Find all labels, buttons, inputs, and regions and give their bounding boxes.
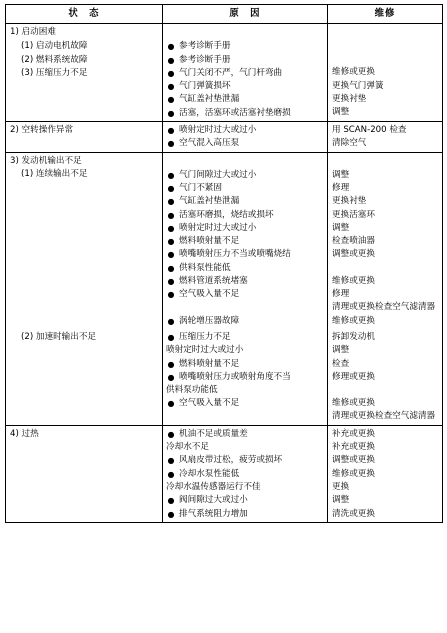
cause-item: ● 空气吸入量不足 xyxy=(167,398,240,409)
cause-item: ● 活塞环磨损，烧结或损坏 xyxy=(167,209,274,220)
cause-item: ● 空气吸入量不足 xyxy=(167,289,240,300)
table-row xyxy=(6,329,443,425)
table-row xyxy=(6,425,443,522)
repair-text: 维修或更换 xyxy=(332,275,375,286)
state-text: 4) 过热 xyxy=(10,428,39,439)
cause-item: ● 阀间隙过大或过小 xyxy=(167,495,248,506)
repair-text: 拆卸发动机 xyxy=(332,331,375,342)
cause-item: ● 喷射定时过大或过小 xyxy=(167,222,257,233)
cause-item: ● 喷嘴喷射压力不当或喷嘴烧结 xyxy=(167,249,291,260)
state-text: (2) 燃料系统故障 xyxy=(21,54,88,65)
repair-text: 用 SCAN-200 检查 xyxy=(332,125,407,136)
cause-item: ● 涡轮增压器故障 xyxy=(167,315,240,326)
cause-item: ● 气门关闭不严，气门杆弯曲 xyxy=(167,67,283,78)
repair-text: 清洗或更换 xyxy=(332,508,375,519)
state-text: 2) 空转操作异常 xyxy=(10,125,74,136)
cause-item: ● 活塞，活塞环或活塞衬垫磨损 xyxy=(167,107,291,118)
state-text: (3) 压缩压力不足 xyxy=(21,67,88,78)
repair-text: 维修或更换 xyxy=(332,398,375,409)
repair-text: 清除空气 xyxy=(332,138,367,149)
cause-item: ● 喷嘴喷射压力或喷射角度不当 xyxy=(167,371,291,382)
repair-text: 修理或更换 xyxy=(332,371,375,382)
repair-text: 补充或更换 xyxy=(332,442,375,453)
cause-item: 冷却水温传感器运行不佳 xyxy=(166,481,261,492)
repair-text: 修理 xyxy=(332,289,350,300)
repair-text: 调整 xyxy=(332,107,350,118)
repair-text: 调整 xyxy=(332,222,350,233)
cause-item: ● 气缸盖衬垫泄漏 xyxy=(167,196,240,207)
cause-item: ● 燃料管道系统堵塞 xyxy=(167,276,248,287)
repair-text: 补充或更换 xyxy=(332,428,375,439)
state-text: (1) 连续输出不足 xyxy=(21,168,88,179)
cause-item: ● 燃料喷射量不足 xyxy=(167,358,240,369)
repair-text: 维修或更换 xyxy=(332,315,375,326)
repair-text: 更换衬垫 xyxy=(332,93,367,104)
cause-item: ● 压缩压力不足 xyxy=(167,331,231,342)
cause-item: ● 冷却水泵性能低 xyxy=(167,468,240,479)
state-text: (1) 启动电机故障 xyxy=(21,41,88,52)
table-row xyxy=(6,122,443,153)
repair-text: 更换气门弹簧 xyxy=(332,80,384,91)
repair-text: 维修或更换 xyxy=(332,468,375,479)
cause-item: ● 空气混入高压泵 xyxy=(167,138,240,149)
cause-item: 冷却水不足 xyxy=(166,442,209,453)
repair-text: 调整或更换 xyxy=(332,455,375,466)
cause-item: ● 燃料喷射量不足 xyxy=(167,236,240,247)
header-cause: 原 因 xyxy=(163,5,328,24)
header-state: 状 态 xyxy=(6,5,163,24)
cause-item: ● 机油不足或质量差 xyxy=(167,428,248,439)
cause-item: ● 供料泵性能低 xyxy=(167,262,231,273)
cause-item: ● 气门不紧固 xyxy=(167,182,222,193)
repair-text: 维修或更换 xyxy=(332,67,375,78)
cause-item: 供料泵功能低 xyxy=(166,385,218,396)
cause-item: ● 气门弹簧损坏 xyxy=(167,81,231,92)
cause-item: ● 参考诊断手册 xyxy=(167,54,231,65)
repair-text: 调整 xyxy=(332,495,350,506)
repair-text: 更换衬垫 xyxy=(332,196,367,207)
header-repair: 维修 xyxy=(328,5,443,24)
repair-text: 更换 xyxy=(332,481,350,492)
repair-text: 调整 xyxy=(332,169,350,180)
table-row xyxy=(6,152,443,329)
cause-item: ● 喷射定时过大或过小 xyxy=(167,125,257,136)
repair-text: 清理或更换检查空气滤清器 xyxy=(332,411,436,422)
repair-text: 调整 xyxy=(332,345,350,356)
cause-item: ● 风扇皮带过松，疲劳或损坏 xyxy=(167,455,283,466)
cause-item: ● 排气系统阻力增加 xyxy=(167,508,248,519)
table-row xyxy=(6,24,443,41)
repair-text: 更换活塞环 xyxy=(332,209,375,220)
repair-text: 修理 xyxy=(332,182,350,193)
state-text: 3) 发动机输出不足 xyxy=(10,155,82,166)
repair-text: 调整或更换 xyxy=(332,249,375,260)
repair-text: 检查喷油器 xyxy=(332,236,375,247)
state-text: 1) 启动困难 xyxy=(10,27,56,37)
state-text: (2) 加速时输出不足 xyxy=(21,331,97,342)
repair-text: 清理或更换检查空气滤清器 xyxy=(332,302,436,313)
troubleshooting-table xyxy=(5,4,443,523)
repair-text: 检查 xyxy=(332,358,350,369)
cause-item: ● 气门间隙过大或过小 xyxy=(167,169,257,180)
cause-item: 喷射定时过大或过小 xyxy=(166,345,244,356)
table-header-row xyxy=(6,5,443,24)
table-row xyxy=(6,40,443,121)
cause-item: ● 气缸盖衬垫泄漏 xyxy=(167,94,240,105)
cause-item: ● 参考诊断手册 xyxy=(167,41,231,52)
